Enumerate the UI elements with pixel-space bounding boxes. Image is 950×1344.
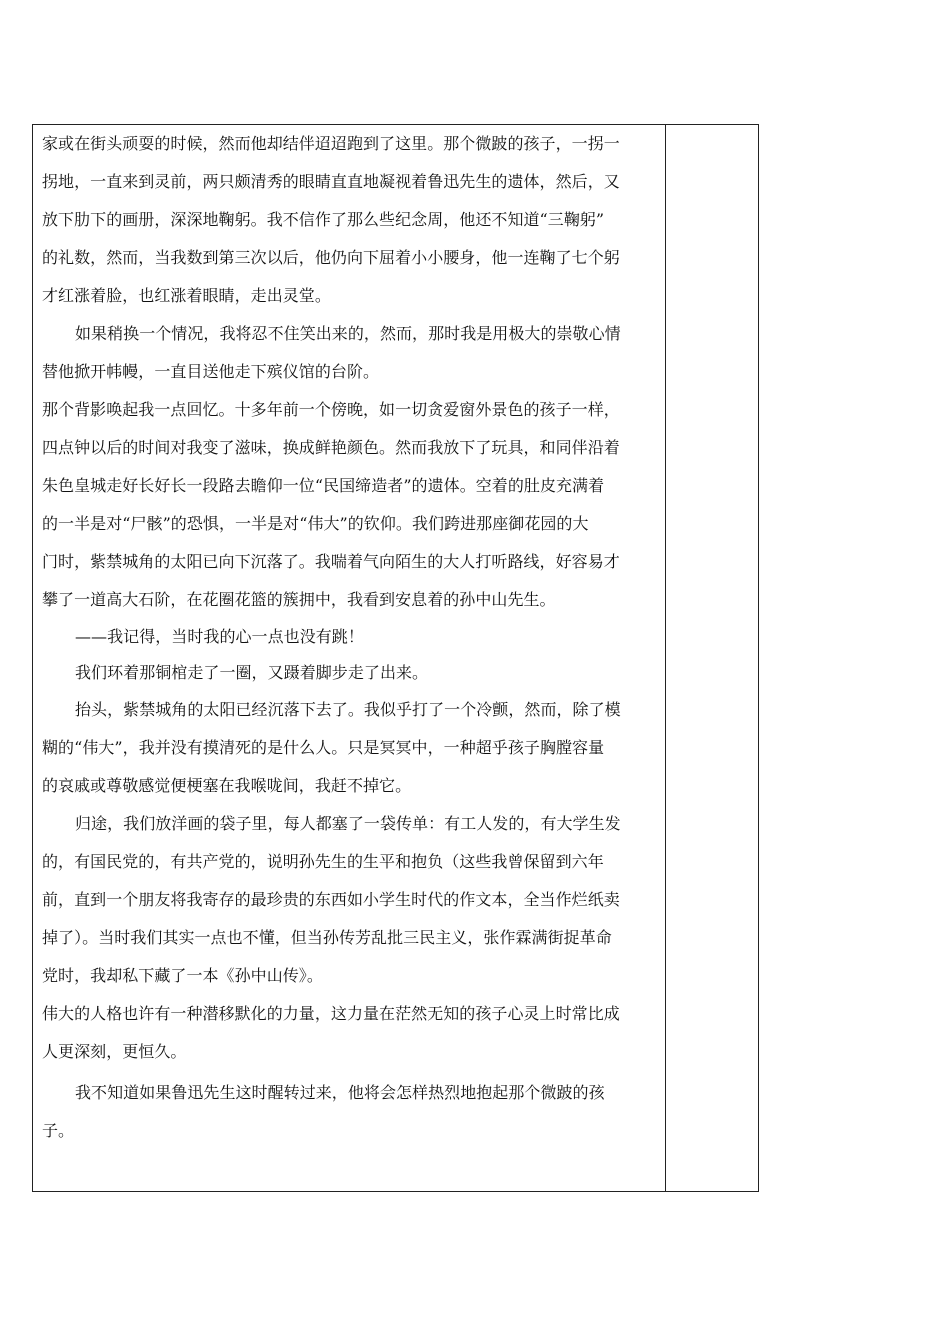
text-line: 党时，我却私下藏了一本《孙中山传》。 — [42, 966, 323, 985]
document-table — [32, 124, 759, 1192]
paragraph — [42, 1071, 654, 1150]
paragraph — [42, 619, 654, 655]
text-line: 前，直到一个朋友将我寄存的最珍贵的东西如小学生时代的作文本，全当作烂纸卖 — [42, 890, 620, 909]
paragraph — [42, 691, 654, 805]
paragraph — [42, 391, 654, 619]
paragraph — [42, 315, 654, 391]
text-line: 抬头，紫禁城角的太阳已经沉落下去了。我似乎打了一个冷颤，然而，除了模 — [75, 700, 621, 719]
paragraph — [42, 655, 654, 691]
paragraph — [42, 995, 654, 1071]
text-line: 的，有国民党的，有共产党的，说明孙先生的生平和抱负（这些我曾保留到六年 — [42, 852, 604, 871]
text-line: 才红涨着脸，也红涨着眼睛，走出灵堂。 — [42, 286, 331, 305]
text-line: 如果稍换一个情况，我将忍不住笑出来的，然而，那时我是用极大的崇敬心情 — [75, 324, 621, 343]
text-line: 门时，紫禁城角的太阳已向下沉落了。我喘着气向陌生的大人打听路线，好容易才 — [42, 552, 620, 571]
text-line: 糊的“伟大”，我并没有摸清死的是什么人。只是冥冥中，一种超乎孩子胸膛容量 — [42, 738, 605, 757]
text-line: ——我记得，当时我的心一点也没有跳！ — [75, 627, 364, 646]
paragraph — [42, 125, 654, 315]
text-line: 替他掀开帏幔，一直目送他走下殡仪馆的台阶。 — [42, 362, 380, 381]
text-line: 的一半是对“尸骸”的恐惧，一半是对“伟大”的钦仰。我们跨进那座御花园的大 — [42, 514, 589, 533]
text-line: 伟大的人格也许有一种潜移默化的力量，这力量在茫然无知的孩子心灵上时常比成 — [42, 1004, 620, 1023]
text-line: 我不知道如果鲁迅先生这时醒转过来，他将会怎样热烈地抱起那个微跛的孩 — [75, 1083, 605, 1102]
text-line: 放下肋下的画册，深深地鞠躬。我不信作了那么些纪念周，他还不知道“三鞠躬” — [42, 210, 605, 229]
text-line: 归途，我们放洋画的袋子里，每人都塞了一袋传单：有工人发的，有大学生发 — [75, 814, 621, 833]
text-line: 的礼数，然而，当我数到第三次以后，他仍向下屈着小小腰身，他一连鞠了七个躬 — [42, 248, 620, 267]
text-line: 我们环着那铜棺走了一圈，又蹑着脚步走了出来。 — [75, 663, 429, 682]
text-line: 掉了）。当时我们其实一点也不懂，但当孙传芳乱批三民主义，张作霖满街捉革命 — [42, 928, 612, 947]
text-line: 朱色皇城走好长好长一段路去瞻仰一位“民国缔造者”的遗体。空着的肚皮充满着 — [42, 476, 605, 495]
text-line: 拐地，一直来到灵前，两只颇清秀的眼睛直直地凝视着鲁迅先生的遗体，然后，又 — [42, 172, 620, 191]
text-line: 子。 — [42, 1121, 75, 1140]
paragraph — [42, 805, 654, 995]
text-line: 四点钟以后的时间对我变了滋味，换成鲜艳颜色。然而我放下了玩具，和同伴沿着 — [42, 438, 620, 457]
text-line: 攀了一道高大石阶，在花圈花篮的簇拥中，我看到安息着的孙中山先生。 — [42, 590, 556, 609]
empty-right-cell — [666, 125, 758, 1191]
text-line: 的哀戚或尊敬感觉便梗塞在我喉咙间，我赶不掉它。 — [42, 776, 412, 795]
text-line: 那个背影唤起我一点回忆。十多年前一个傍晚，如一切贪爱窗外景色的孩子一样， — [42, 400, 620, 419]
text-line: 家或在街头顽耍的时候，然而他却结伴迢迢跑到了这里。那个微跛的孩子，一拐一 — [42, 134, 620, 153]
main-text-cell — [42, 125, 654, 1150]
text-line: 人更深刻，更恒久。 — [42, 1042, 187, 1061]
